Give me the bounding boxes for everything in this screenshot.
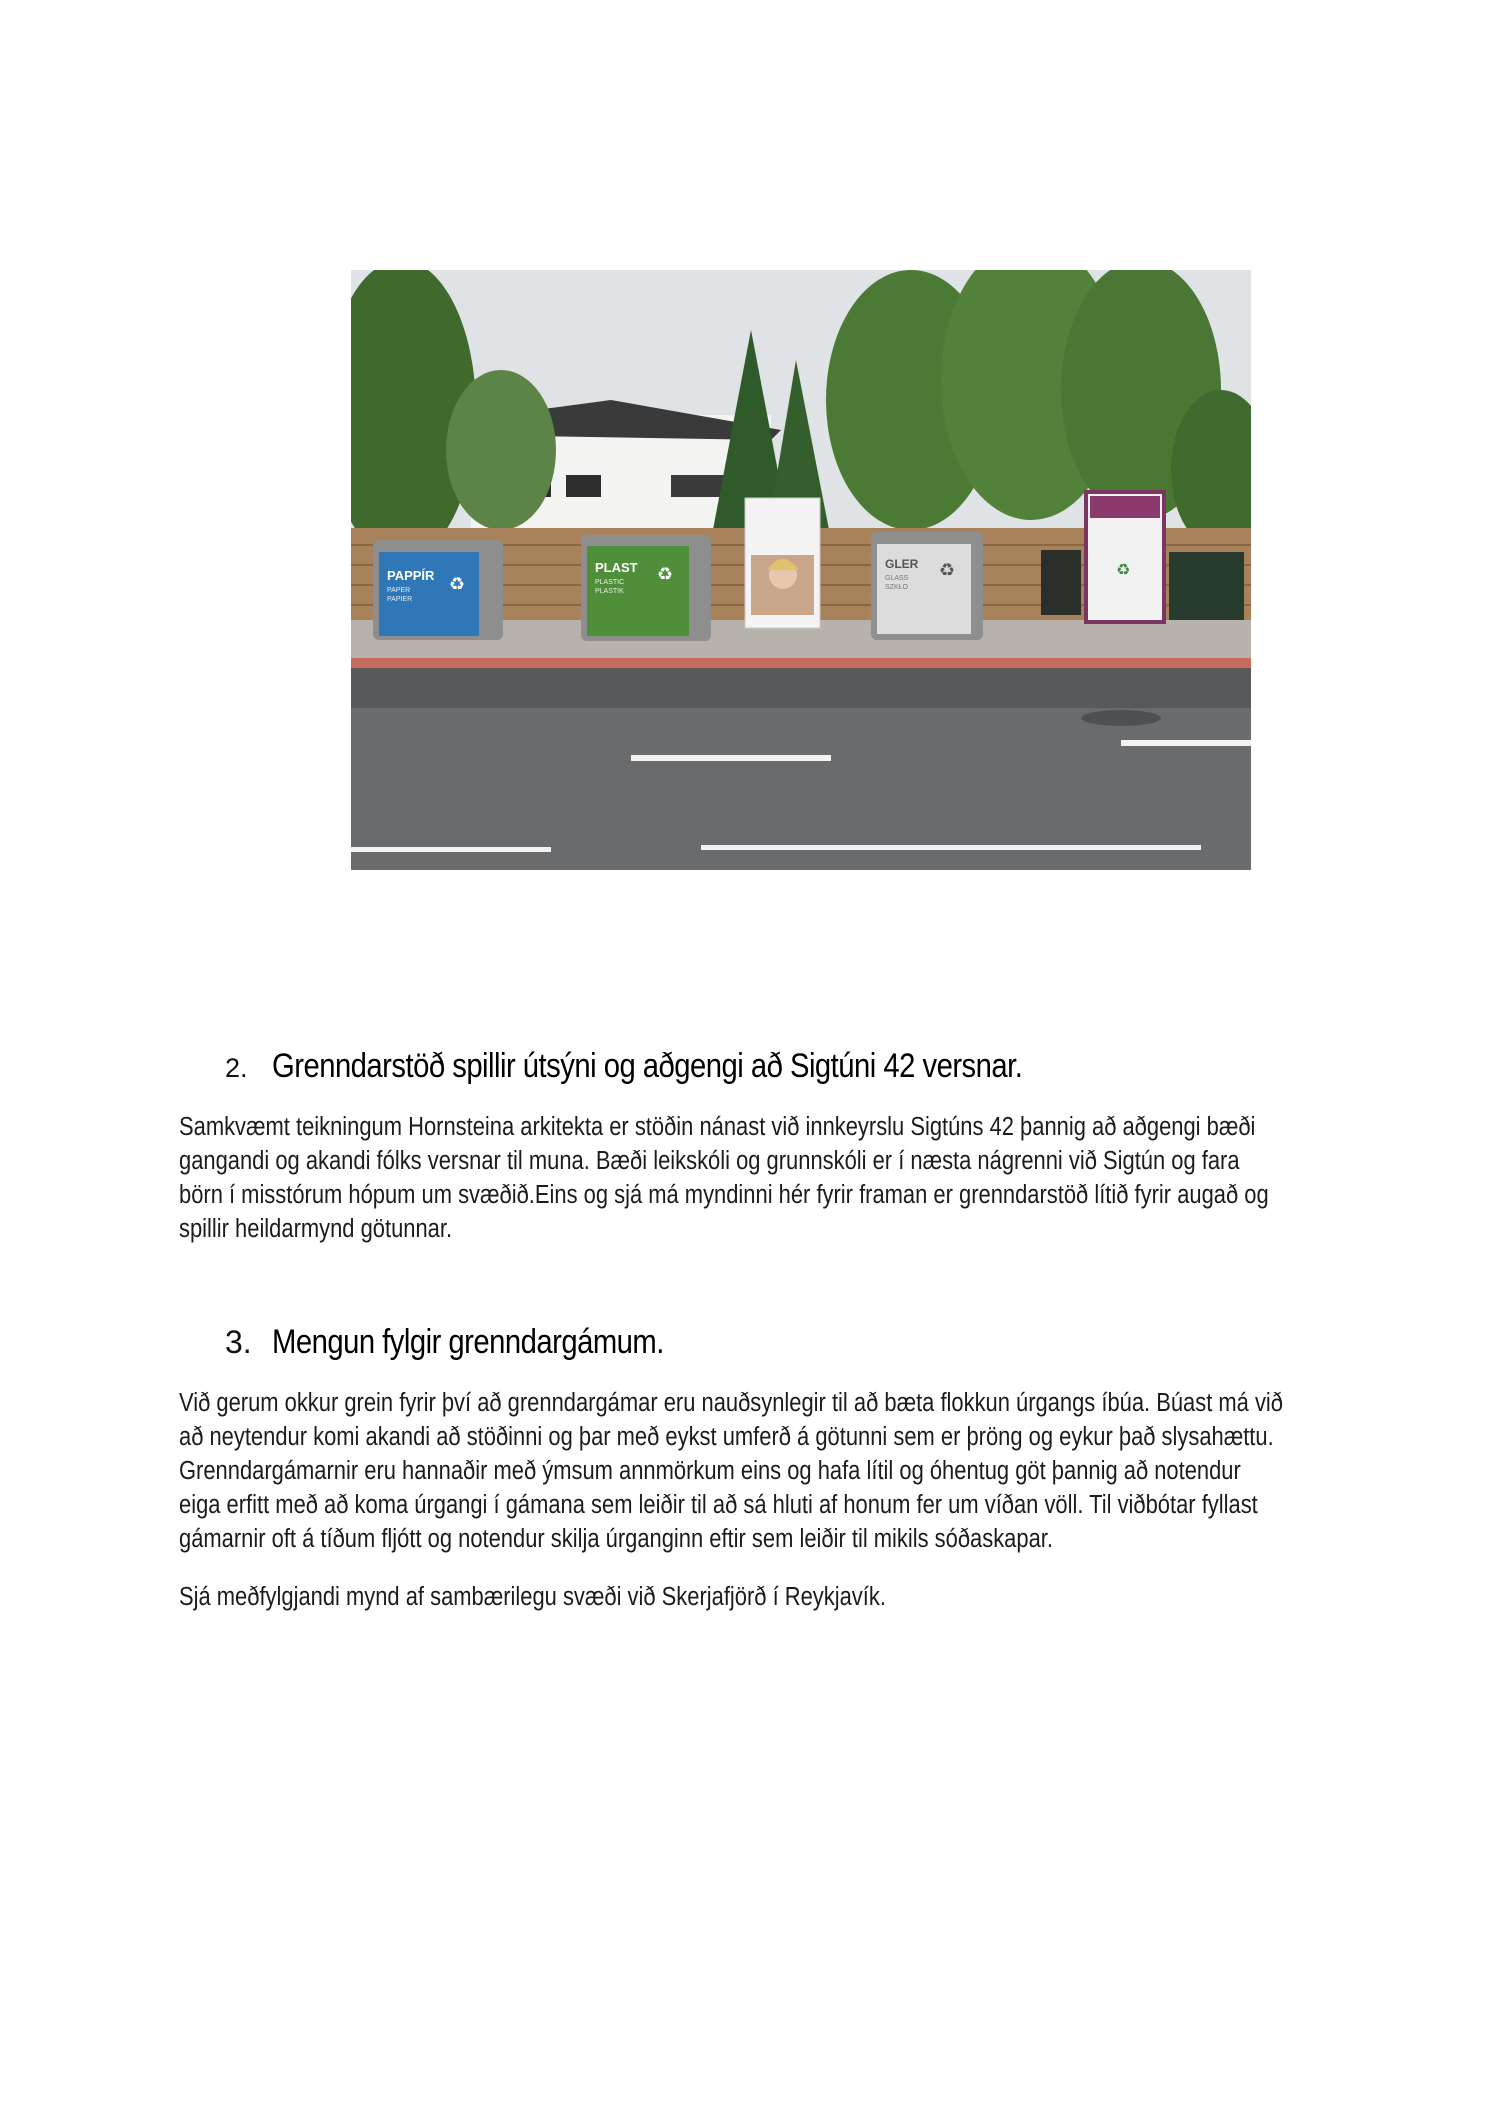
photo-illustration <box>351 270 1251 870</box>
section-title: Grenndarstöð spillir útsýni og aðgengi að Sigtúni 42 versnar. <box>272 1047 1023 1085</box>
section-number: 3. <box>225 1324 252 1360</box>
recycle-icon: ♻ <box>449 574 466 594</box>
svg-text:PAPER: PAPER <box>387 587 411 594</box>
paragraph-line: Grenndargámarnir eru hannaðir með ýmsum annmörkum eins og hafa lítil og óhentug göt þannig að notendur <box>179 1457 1241 1485</box>
svg-text:PAPIER: PAPIER <box>387 596 413 603</box>
section-title: Mengun fylgir grenndargámum. <box>272 1323 664 1361</box>
recycling-station-photo <box>351 270 1251 870</box>
paragraph-line: Sjá meðfylgjandi mynd af sambærilegu svæði við Skerjafjörð í Reykjavík. <box>179 1583 886 1611</box>
paper-bin <box>373 540 503 640</box>
paragraph-line: gámarnir oft á tíðum fljótt og notendur skilja úrganginn eftir sem leiðir til mikils sóðaskapar. <box>179 1525 1053 1553</box>
section-heading-3 <box>225 1323 728 1362</box>
recycle-icon: ♻ <box>657 564 674 584</box>
svg-text:PLAST: PLAST <box>595 560 638 575</box>
section-3-note <box>179 1580 1329 1614</box>
svg-text:GLER: GLER <box>885 557 919 571</box>
svg-text:PLASTIK: PLASTIK <box>595 588 624 595</box>
section-number: 2. <box>225 1053 248 1083</box>
recycle-icon: ♻ <box>939 560 956 580</box>
svg-text:GLASS: GLASS <box>885 575 909 582</box>
paragraph-line: Við gerum okkur grein fyrir því að grenndargámar eru nauðsynlegir til að bæta flokkun úrgangs íbúa. Búast má við <box>179 1389 1283 1417</box>
plastic-bin <box>581 535 711 641</box>
svg-text:SZKŁO: SZKŁO <box>885 584 908 591</box>
paragraph-line: börn í misstórum hópum um svæðið.Eins og sjá má myndinni hér fyrir framan er grenndarstöð lítið fyrir augað og <box>179 1181 1269 1209</box>
paragraph-line: Samkvæmt teikningum Hornsteina arkitekta er stöðin nánast við innkeyrslu Sigtúns 42 þannig að aðgengi bæði <box>179 1113 1256 1141</box>
paragraph-line: að neytendur komi akandi að stöðinni og þar með eykst umferð á götunni sem er þröng og eykur það slysahættu. <box>179 1423 1274 1451</box>
section-3-paragraph <box>179 1386 1329 1556</box>
leaf-icon: ♻ <box>1116 562 1131 579</box>
svg-text:PAPPÍR: PAPPÍR <box>387 568 435 583</box>
paragraph-line: spillir heildarmynd götunnar. <box>179 1215 453 1243</box>
clothing-container <box>745 498 820 628</box>
donation-container <box>1086 492 1164 622</box>
paragraph-line: gangandi og akandi fólks versnar til muna. Bæði leikskóli og grunnskóli er í næsta nágrenni við Sigtún og fara <box>179 1147 1240 1175</box>
glass-bin <box>871 532 983 640</box>
svg-text:PLASTIC: PLASTIC <box>595 579 625 586</box>
section-heading-2 <box>225 1047 1145 1086</box>
section-2-paragraph <box>179 1110 1329 1246</box>
paragraph-line: eiga erfitt með að koma úrgangi í gámana sem leiðir til að sá hluti af honum fer um víðan völl. Til viðbótar fyllast <box>179 1491 1258 1519</box>
